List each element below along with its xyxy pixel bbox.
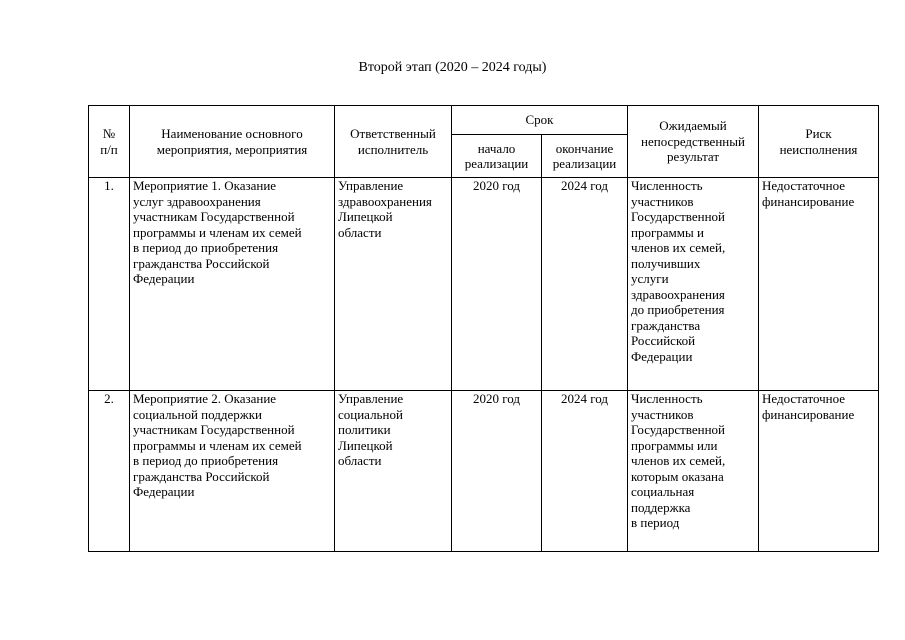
header-responsible: Ответственный исполнитель bbox=[335, 106, 452, 178]
row-result: Численность участников Государственной программы и членов их семей, получивших услуги здравоохранения до приобретения гражданства Российской Федерации bbox=[628, 178, 759, 391]
header-risk: Риск неисполнения bbox=[759, 106, 879, 178]
header-num: № п/п bbox=[89, 106, 130, 178]
row-start: 2020 год bbox=[452, 391, 542, 552]
header-result: Ожидаемый непосредственный результат bbox=[628, 106, 759, 178]
header-start: начало реализации bbox=[452, 135, 542, 178]
row-risk: Недостаточное финансирование bbox=[759, 178, 879, 391]
row-result: Численность участников Государственной программы или членов их семей, которым оказана социальная поддержка в период bbox=[628, 391, 759, 552]
row-start: 2020 год bbox=[452, 178, 542, 391]
row-responsible: Управление здравоохранения Липецкой области bbox=[335, 178, 452, 391]
table-row bbox=[89, 178, 879, 391]
row-name: Мероприятие 2. Оказание социальной поддержки участникам Государственной программы и членам их семей в период до приобретения гражданства Российской Федерации bbox=[130, 391, 335, 552]
row-name: Мероприятие 1. Оказание услуг здравоохранения участникам Государственной программы и членам их семей в период до приобретения гражданства Российской Федерации bbox=[130, 178, 335, 391]
row-num: 2. bbox=[89, 391, 130, 552]
row-responsible: Управление социальной политики Липецкой области bbox=[335, 391, 452, 552]
measures-table bbox=[88, 105, 879, 552]
stage-title: Второй этап (2020 – 2024 годы) bbox=[358, 60, 547, 75]
header-name: Наименование основного мероприятия, мероприятия bbox=[130, 106, 335, 178]
table-row bbox=[89, 391, 879, 552]
header-term: Срок bbox=[452, 106, 628, 135]
header-end: окончание реализации bbox=[542, 135, 628, 178]
row-end: 2024 год bbox=[542, 178, 628, 391]
row-risk: Недостаточное финансирование bbox=[759, 391, 879, 552]
row-num: 1. bbox=[89, 178, 130, 391]
row-end: 2024 год bbox=[542, 391, 628, 552]
